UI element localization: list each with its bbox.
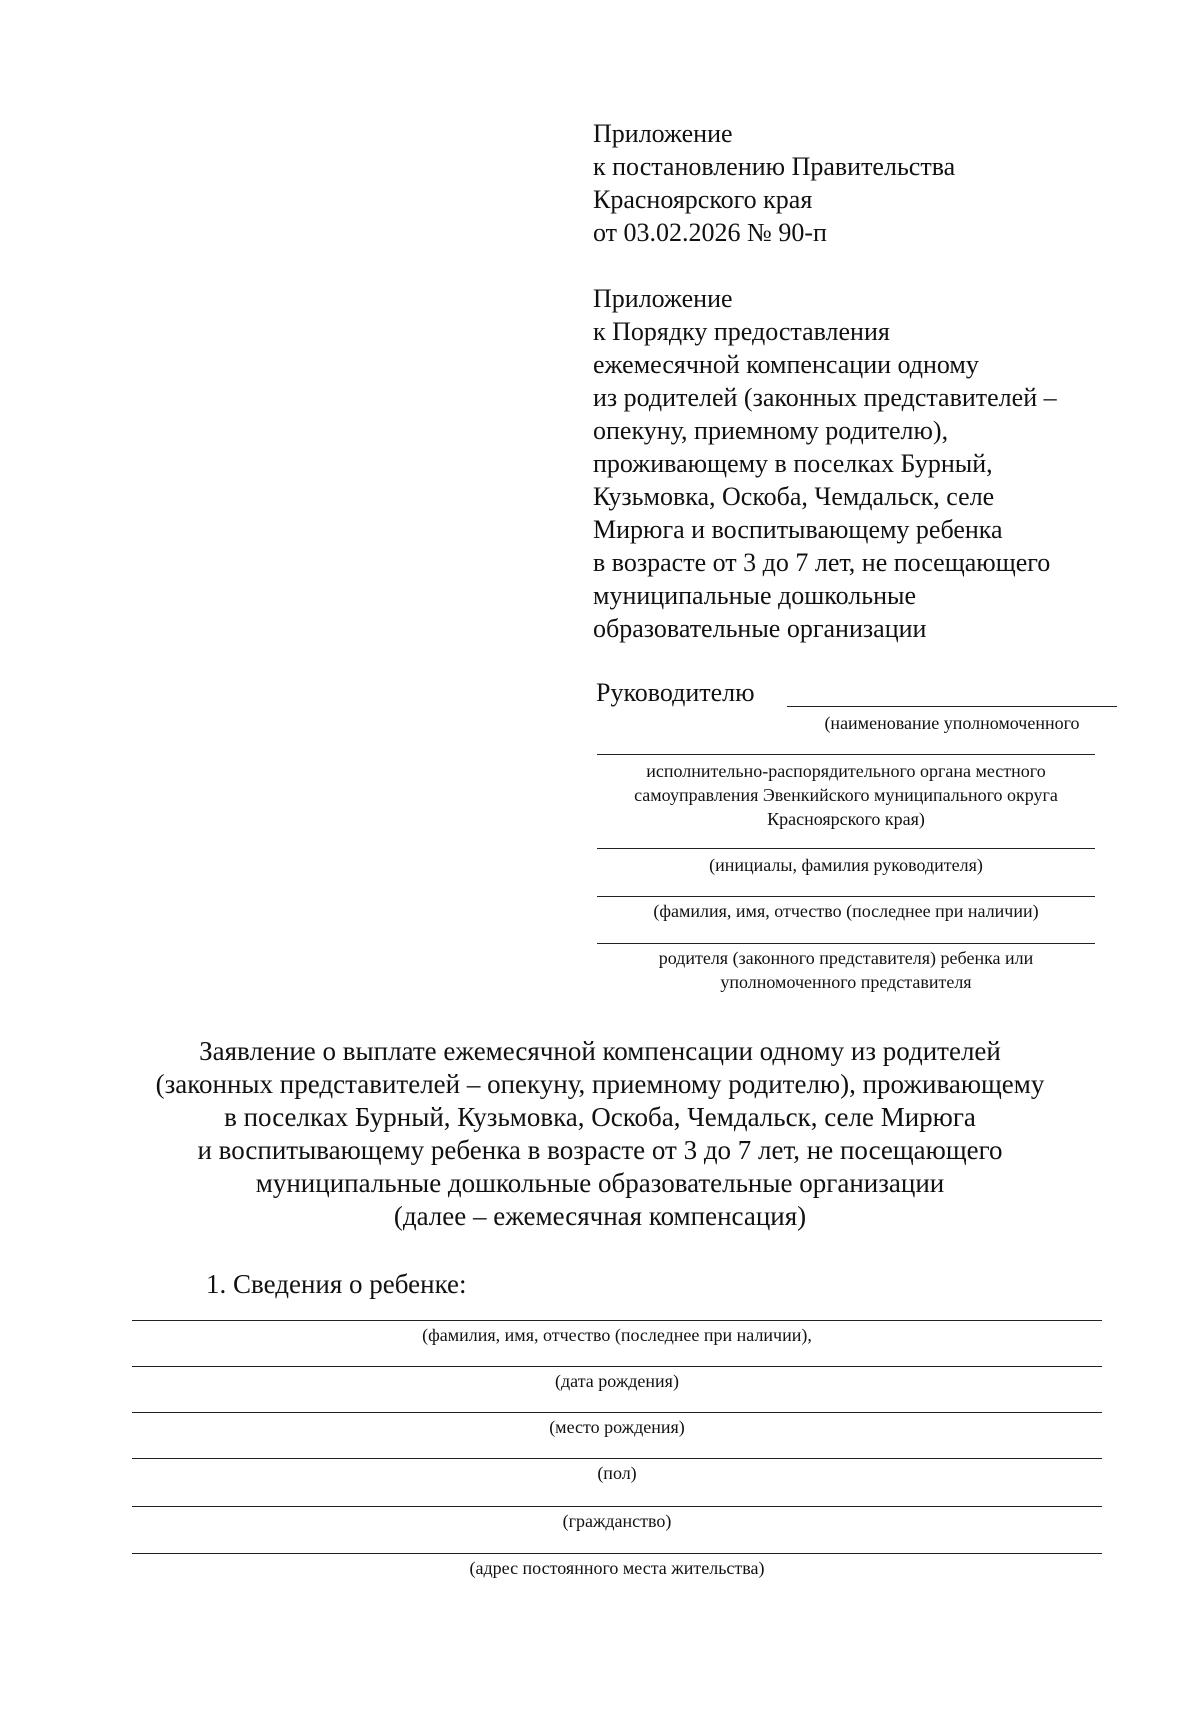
caption-head-initials: (инициалы, фамилия руководителя) [709, 855, 983, 875]
addressee-label: Руководителю [596, 678, 755, 707]
appendix-line: ежемесячной компенсации одному [593, 350, 979, 379]
caption-org-name-3: самоуправления Эвенкийского муниципального округа [634, 785, 1058, 805]
appendix-line: проживающему в поселках Бурный, [593, 449, 993, 478]
appendix-header-government-decree [593, 117, 1153, 249]
caption-org-name-4: Красноярского края) [767, 809, 925, 829]
title-line: Заявление о выплате ежемесячной компенсации одному из родителей [199, 1036, 1001, 1066]
caption-child-sex: (пол) [597, 1463, 637, 1483]
caption-org-name: (наименование уполномоченного [824, 713, 1080, 733]
appendix-header-procedure [593, 282, 1153, 645]
caption-child-birthplace: (место рождения) [549, 1417, 685, 1437]
child-birthdate-field[interactable] [132, 1366, 1102, 1367]
appendix-line: Красноярского края [593, 185, 813, 214]
appendix-line: образовательные организации [593, 614, 927, 643]
title-line: (законных представителей – опекуну, приемному родителю), проживающему [155, 1069, 1045, 1099]
appendix-line: Приложение [593, 284, 733, 313]
caption-applicant-fio: (фамилия, имя, отчество (последнее при наличии) [653, 901, 1039, 921]
title-line: и воспитывающему ребенка в возрасте от 3 до 7 лет, не посещающего [197, 1135, 1003, 1165]
child-citizenship-field[interactable] [132, 1506, 1102, 1507]
caption-applicant-role-2: уполномоченного представителя [720, 972, 972, 992]
appendix-line: опекуну, приемному родителю), [593, 416, 949, 445]
appendix-line: Кузьмовка, Оскоба, Чемдальск, селе [593, 482, 995, 511]
org-name-field[interactable] [597, 754, 1095, 755]
appendix-line: в возрасте от 3 до 7 лет, не посещающего [593, 548, 1051, 577]
caption-child-birthdate: (дата рождения) [555, 1371, 679, 1391]
caption-child-fio: (фамилия, имя, отчество (последнее при наличии), [422, 1325, 812, 1345]
caption-child-address: (адрес постоянного места жительства) [469, 1558, 765, 1578]
title-line: (далее – ежемесячная компенсация) [393, 1201, 807, 1231]
application-title [120, 1035, 1080, 1233]
head-initials-field[interactable] [597, 848, 1095, 849]
title-line: муниципальные дошкольные образовательные организации [255, 1168, 945, 1198]
appendix-line: к постановлению Правительства [593, 152, 956, 181]
section-heading-child-info: 1. Сведения о ребенке: [206, 1269, 467, 1299]
title-line: в поселках Бурный, Кузьмовка, Оскоба, Чемдальск, селе Мирюга [224, 1102, 976, 1132]
applicant-role-field[interactable] [597, 943, 1095, 944]
caption-child-citizenship: (гражданство) [562, 1511, 672, 1531]
appendix-line: из родителей (законных представителей – [593, 383, 1057, 412]
child-fio-field[interactable] [132, 1320, 1102, 1321]
applicant-fio-field[interactable] [597, 896, 1095, 897]
child-birthplace-field[interactable] [132, 1412, 1102, 1413]
appendix-line: к Порядку предоставления [593, 317, 890, 346]
caption-applicant-role-1: родителя (законного представителя) ребенка или [658, 948, 1034, 968]
caption-org-name-2: исполнительно-распорядительного органа местного [646, 761, 1046, 781]
appendix-line: от 03.02.2026 № 90-п [593, 218, 827, 247]
appendix-line: муниципальные дошкольные [593, 581, 917, 610]
addressee-head-field[interactable] [787, 706, 1117, 707]
appendix-line: Приложение [593, 119, 733, 148]
child-address-field[interactable] [132, 1553, 1102, 1554]
appendix-line: Мирюга и воспитывающему ребенка [593, 515, 1003, 544]
child-sex-field[interactable] [132, 1458, 1102, 1459]
